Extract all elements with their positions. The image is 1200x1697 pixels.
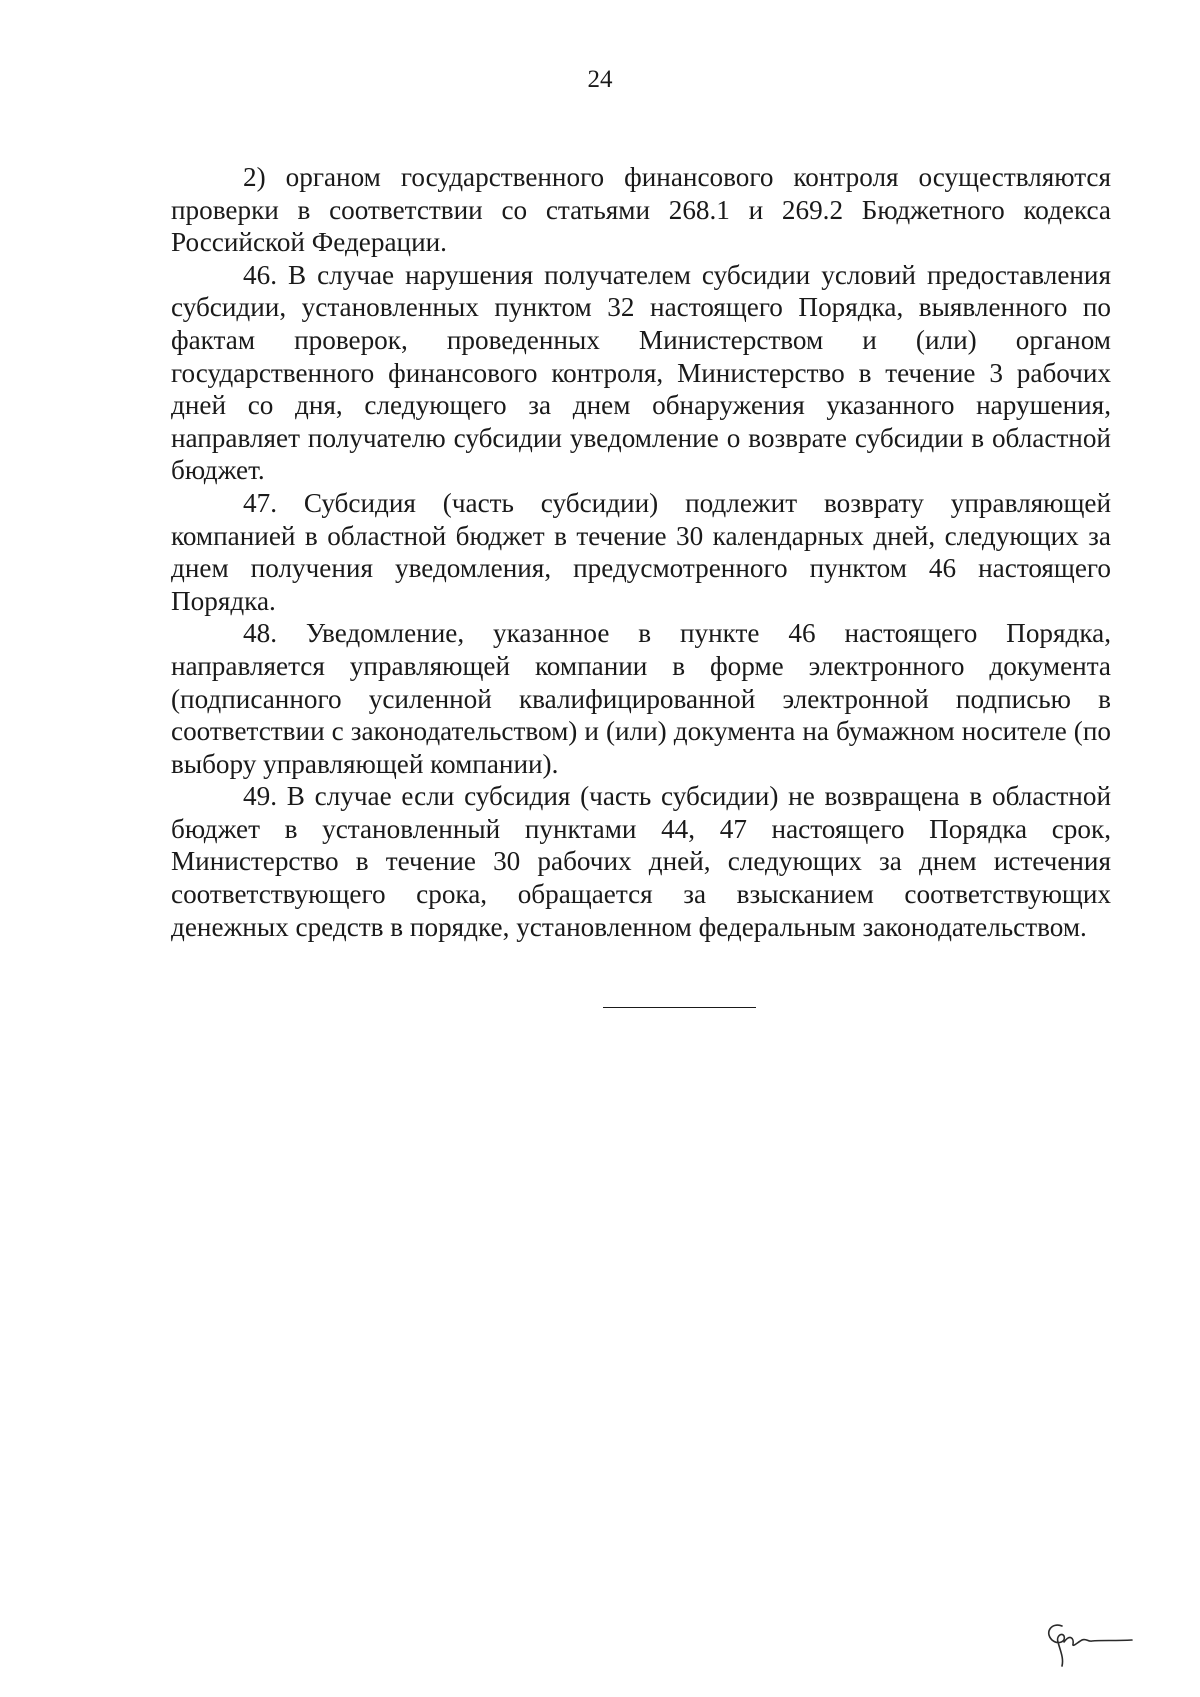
document-body [171,161,1111,943]
closing-divider [603,1007,756,1008]
paragraph-47: 47. Субсидия (часть субсидии) подлежит возврату управляющей компанией в областной бюджет в течение 30 календарных дней, следующих за днем получения уведомления, предусмотренного пунктом 46 настоящего Порядка. [171,487,1111,616]
signature-mark [1040,1612,1140,1670]
paragraph-46: 46. В случае нарушения получателем субсидии условий предоставления субсидии, установленных пунктом 32 настоящего Порядка, выявленного по фактам проверок, проведенных Министерством и (или) органом государственного финансового контроля, Министерство в течение 3 рабочих дней со дня, следующего за днем обнаружения указанного нарушения, направляет получателю субсидии уведомление о возврате субсидии в областной бюджет. [171,259,1111,486]
page-number: 24 [587,66,613,93]
paragraph-item-2: 2) органом государственного финансового контроля осуществляются проверки в соответствии со статьями 268.1 и 269.2 Бюджетного кодекса Российской Федерации. [171,162,1111,258]
paragraph-48: 48. Уведомление, указанное в пункте 46 настоящего Порядка, направляется управляющей компании в форме электронного документа (подписанного усиленной квалифицированной электронной подписью в соответствии с законодательством) и (или) документа на бумажном носителе (по выбору управляющей компании). [171,618,1111,779]
paragraph-49: 49. В случае если субсидия (часть субсидии) не возвращена в областной бюджет в установленный пунктами 44, 47 настоящего Порядка срок, Министерство в течение 30 рабочих дней, следующих за днем истечения соответствующего срока, обращается за взысканием соответствующих денежных средств в порядке, установленном федеральным законодательством. [171,781,1111,942]
